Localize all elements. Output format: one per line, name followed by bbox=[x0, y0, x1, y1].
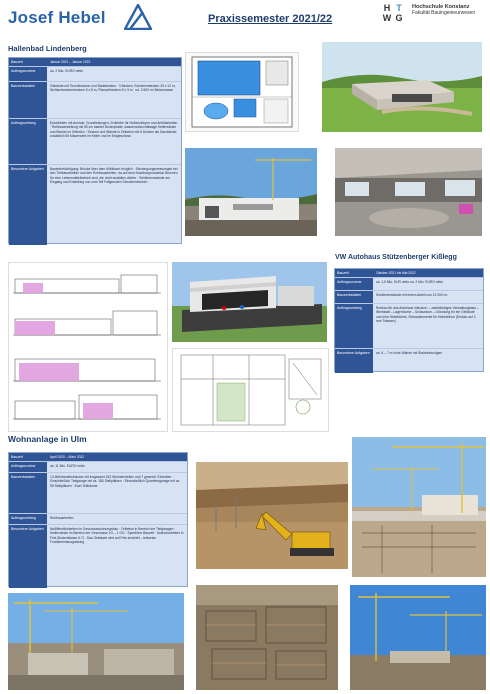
excavation-excavator-photo bbox=[196, 462, 348, 569]
company-logo-icon bbox=[124, 4, 152, 30]
row-label: Bauwerksdaten bbox=[335, 291, 373, 303]
info-table-wohnanlage bbox=[8, 452, 188, 587]
table-row bbox=[9, 82, 181, 119]
row-label: Bauzeit bbox=[335, 269, 373, 277]
row-label: Besondere Aufgaben bbox=[9, 165, 47, 245]
row-label: Auftragssumme bbox=[335, 278, 373, 290]
pool-construction-site-photo bbox=[185, 148, 317, 236]
residential-cranes-sky-photo bbox=[350, 585, 486, 690]
info-table-hallenbad bbox=[8, 57, 182, 244]
row-label: Auftragsumfang bbox=[9, 514, 47, 524]
row-label: Auftragssumme bbox=[9, 462, 47, 472]
row-value: ca. 11 Mio. EURO netto bbox=[50, 464, 85, 468]
htwg-letter-h: H bbox=[383, 3, 391, 13]
section-title-hallenbad: Hallenbad Lindenberg bbox=[8, 44, 87, 53]
faculty-name: Fakultät Bauingenieurwesen bbox=[412, 10, 476, 16]
row-label: Auftragsumfang bbox=[9, 119, 47, 164]
row-label: Bauwerksdaten bbox=[9, 473, 47, 513]
pool-floor-plan-drawing bbox=[185, 52, 299, 132]
row-value: Nullöffentlichkeiten im Geschosswohnungsbau · Ortbeton in Bereich der Tiefgaragen · Kellerwände im Bereich der Geschosse 1G – 1 OG · Sportliche Bauzeit · Aushubarbeiten in Fels (Bodenklasse 6-7) · Das Gebäude wird auf Fels errichtet – teilweise Fundamentausgrabung bbox=[50, 527, 184, 545]
row-label: Bauzeit bbox=[9, 58, 47, 66]
row-value: ca. 1,5 Mio. EUR netto ca. 2 Mio. EURO netto bbox=[376, 280, 444, 284]
info-table-autohaus bbox=[334, 268, 484, 372]
table-row bbox=[9, 119, 181, 165]
row-value: ca. 2 Mio. EURO netto bbox=[50, 69, 83, 73]
pool-interior-photo bbox=[335, 148, 482, 236]
row-value: 13 Mehrfamilienhäuser mit insgesamt 162 Wohneinheiten und 7 gewerbl. Einheiten · Einschließlich Tiefgarage mit ca. 180 Stellplätzen · Einschließlich Quartiersgarage mit ca. 55 Stellplätzen · Zwei Teilbäume bbox=[50, 475, 181, 488]
foundation-rebar-photo bbox=[196, 585, 338, 690]
row-value: Sichtbetonwände mit einem Anteil von 12.000 m² bbox=[376, 293, 448, 297]
table-row bbox=[335, 304, 483, 349]
table-row bbox=[9, 525, 187, 588]
document-title: Praxissemester 2021/22 bbox=[208, 13, 333, 25]
table-row bbox=[9, 514, 187, 525]
section-title-wohnanlage: Wohnanlage in Ulm bbox=[8, 434, 87, 444]
car-dealership-site-plan bbox=[172, 348, 329, 432]
table-row bbox=[9, 453, 187, 462]
row-value: Erdarbeiten mit Aushub, Grundleitungen, Erdkörbe für Notheizkörper und Anfüllarbeiten · Rohbauerstellung mit 50 cm starker Bodenplatte, wasserundurchlässige Kellerwände und Becken in Ortbeton · Decken und Wände in Ortbeton mit 6 Decken als Dachdecke, zusätzlich 65 Mauerwerk im Keller und im Erdgeschoss bbox=[50, 121, 178, 139]
row-value: ca. 6 – 7 m hohe Wände mit Stahlunterzügen bbox=[376, 351, 443, 355]
residential-overview-crane-photo bbox=[8, 593, 184, 690]
university-name bbox=[412, 4, 475, 16]
row-label: Auftragssumme bbox=[9, 67, 47, 81]
row-value: Rohbau für das Autohaus inklusive: – zweistöckiges Verwaltungsbau – Werkstatt – Lagerräume – Schauraum – Gründung für ein Gebäude und eine Hebebühne, Einbauelemente für Hebebühne (Einbau auf 3 mm Toleranz) bbox=[376, 306, 479, 324]
section-title-autohaus: VW Autohaus Stützenberger Kißlegg bbox=[335, 254, 457, 261]
row-label: Bauwerksdaten bbox=[9, 82, 47, 118]
table-row bbox=[9, 165, 181, 245]
htwg-letter-g: G bbox=[395, 13, 403, 23]
row-value: Oktober 2021 bis Mai 2022 bbox=[373, 269, 483, 277]
table-row bbox=[9, 462, 187, 473]
company-logo-text: Josef Hebel bbox=[8, 8, 106, 27]
university-title: Hochschule Konstanz bbox=[412, 4, 470, 10]
row-label: Besondere Aufgaben bbox=[9, 525, 47, 588]
row-value: Rohbauarbeiten bbox=[50, 516, 74, 520]
table-row bbox=[9, 473, 187, 514]
university-logo bbox=[381, 3, 407, 23]
table-row bbox=[335, 278, 483, 291]
car-dealership-rendering bbox=[172, 262, 327, 342]
row-label: Bauzeit bbox=[9, 453, 47, 461]
table-row bbox=[9, 58, 181, 67]
htwg-letter-t: T bbox=[396, 3, 402, 13]
row-value: April 2020 – März 2022 bbox=[47, 453, 187, 461]
table-row bbox=[335, 291, 483, 304]
residential-crane-site-photo bbox=[352, 437, 486, 577]
htwg-letter-w: W bbox=[382, 13, 392, 23]
row-value: Gebäude mit Technikräume und Badebecken · 3 Becken: Schwimmbecken 25 x 12 m, Nichtschwimmerbecken 5 x 8 m, Planschbecken 8 x 3 m · ca. 2.600 m³ Betonmasse bbox=[50, 84, 176, 93]
row-value: Januar 2021 – Januar 2022 bbox=[47, 58, 181, 66]
row-value: Bauteilertüchtigung: Brücke über dem Mühlbach möglich · Schwingungsmessungen bei den Tiefbauarbeiten und den Rohbauarbeiten, da auf dem Nachbargrundstück Brunnen für eine Lebensmittelbetrieb sind, die nicht ausfallen dürfen · Sichtbetonwände am Eingang und Erstellung von zum Teil Fallgrunden Schwimmbecken bbox=[50, 167, 178, 185]
table-row bbox=[335, 349, 483, 373]
car-dealership-section-drawings bbox=[8, 262, 168, 432]
table-row bbox=[335, 269, 483, 278]
table-row bbox=[9, 67, 181, 82]
row-label: Auftragsumfang bbox=[335, 304, 373, 348]
row-label: Besondere Aufgaben bbox=[335, 349, 373, 373]
pool-building-rendering bbox=[322, 42, 482, 132]
